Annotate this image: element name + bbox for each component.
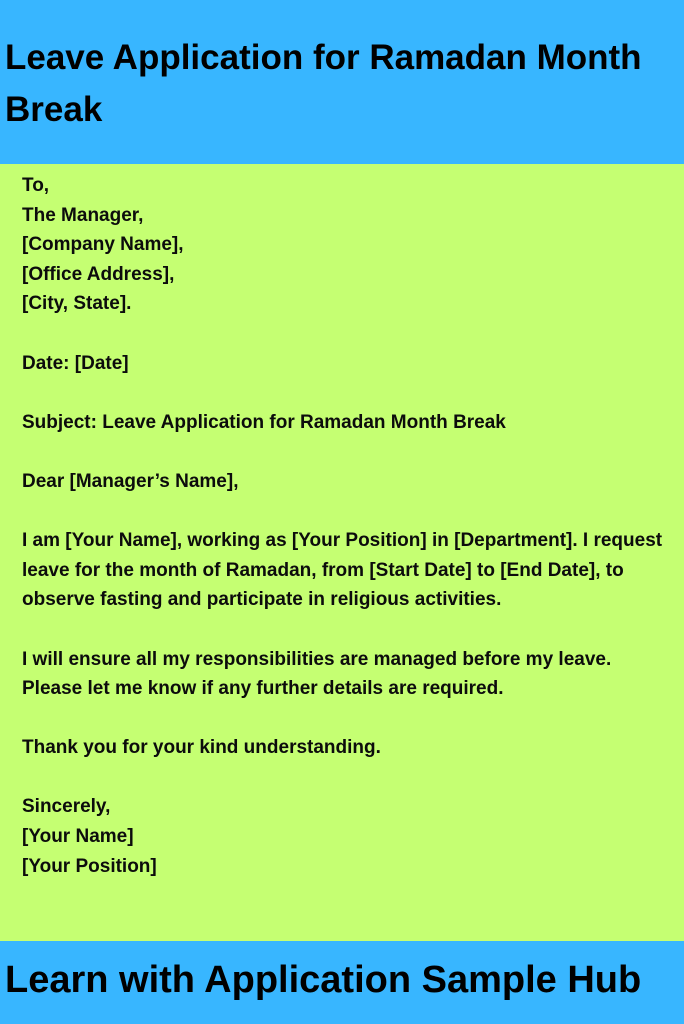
spacer xyxy=(22,437,672,467)
recipient-to: To, xyxy=(22,175,50,196)
spacer xyxy=(22,319,672,349)
footer-banner xyxy=(0,941,684,1024)
letter-body xyxy=(22,171,672,881)
spacer xyxy=(22,704,672,734)
signature-name: [Your Name] xyxy=(22,826,134,848)
letter-date: Date: [Date] xyxy=(22,352,129,374)
letter-paragraph-request: I am [Your Name], working as [Your Position] in [Department]. I request leave for the month of Ramadan, from [Start Date] to [End Date], to observe fasting and participate in religious activities. xyxy=(22,530,663,611)
recipient-company: [Company Name], xyxy=(22,234,184,256)
spacer xyxy=(22,497,672,527)
header-banner xyxy=(0,0,684,164)
spacer xyxy=(22,763,672,793)
spacer xyxy=(22,378,672,408)
spacer xyxy=(22,615,672,645)
letter-closing: Sincerely, xyxy=(22,796,111,818)
letter-subject: Subject: Leave Application for Ramadan Month Break xyxy=(22,411,506,433)
letter-salutation: Dear [Manager’s Name], xyxy=(22,470,239,492)
recipient-address: [Office Address], xyxy=(22,263,175,285)
recipient-title: The Manager, xyxy=(22,204,144,226)
page-title: Leave Application for Ramadan Month Break xyxy=(5,38,642,129)
letter-paragraph-assurance: I will ensure all my responsibilities are managed before my leave. Please let me know if any further details are required. xyxy=(22,648,612,700)
footer-brand-text: Learn with Application Sample Hub xyxy=(5,959,642,1001)
letter-thanks: Thank you for your kind understanding. xyxy=(22,737,381,759)
signature-position: [Your Position] xyxy=(22,855,157,877)
recipient-city-state: [City, State]. xyxy=(22,293,132,315)
